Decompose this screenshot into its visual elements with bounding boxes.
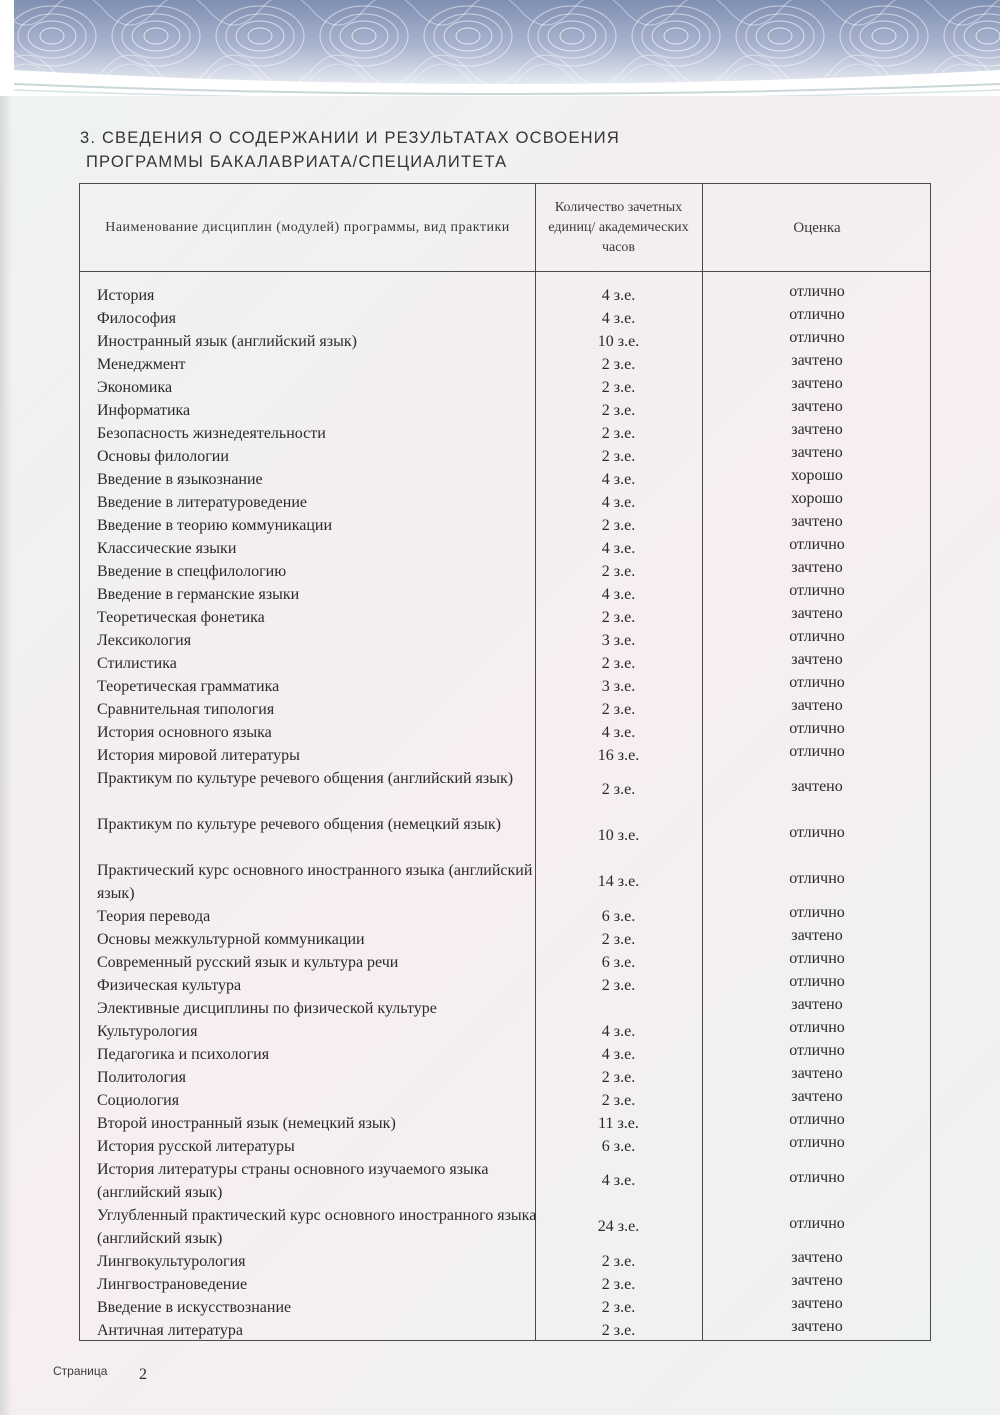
grade: зачтено: [791, 398, 843, 415]
credit-units: 2 з.е.: [601, 1253, 636, 1270]
discipline-name: Античная литература: [97, 1322, 243, 1339]
credit-units: 2 з.е.: [601, 931, 636, 948]
grade: зачтено: [791, 927, 843, 944]
credit-units: 3 з.е.: [601, 632, 636, 649]
credit-units: 2 з.е.: [601, 425, 636, 442]
discipline-name: Второй иностранный язык (немецкий язык): [97, 1115, 396, 1132]
discipline-name: Введение в языкознание: [97, 471, 263, 488]
table-row: [80, 1319, 932, 1342]
credit-units: 4 з.е.: [601, 586, 636, 603]
discipline-name: История основного языка: [97, 724, 272, 741]
column-header-credits: Количество зачетных единиц/ академических часов: [548, 199, 689, 255]
discipline-name: Культурология: [97, 1023, 198, 1040]
grade: отлично: [789, 283, 845, 300]
discipline-name: Информатика: [97, 402, 191, 419]
discipline-name: Введение в спецфилологию: [97, 563, 287, 580]
grade: хорошо: [791, 490, 843, 507]
discipline-name: Стилистика: [97, 655, 177, 672]
grade: зачтено: [791, 1295, 843, 1312]
credit-units: 2 з.е.: [601, 1092, 636, 1109]
credit-units: 2 з.е.: [601, 977, 636, 994]
table-row: [80, 1158, 932, 1204]
credit-units: 4 з.е.: [601, 310, 636, 327]
discipline-name: Политология: [97, 1069, 186, 1086]
grade: отлично: [789, 1169, 845, 1186]
credit-units: 2 з.е.: [601, 701, 636, 718]
discipline-name: Менеджмент: [97, 356, 186, 373]
grade: зачтено: [791, 421, 843, 438]
credit-units: 2 з.е.: [601, 1276, 636, 1293]
credit-units: 2 з.е.: [601, 1069, 636, 1086]
discipline-name: Лингвострановедение: [97, 1276, 248, 1293]
header-divider: [80, 271, 930, 272]
page-number: 2: [139, 1366, 147, 1383]
credit-units: 10 з.е.: [597, 827, 640, 844]
grade: зачтено: [791, 1065, 843, 1082]
grade: зачтено: [791, 1272, 843, 1289]
discipline-name: Теоретическая фонетика: [97, 609, 265, 626]
credit-units: 10 з.е.: [597, 333, 640, 350]
grade: зачтено: [791, 513, 843, 530]
credit-units: 2 з.е.: [601, 781, 636, 798]
credit-units: 2 з.е.: [601, 655, 636, 672]
credit-units: 2 з.е.: [601, 609, 636, 626]
grade: хорошо: [791, 467, 843, 484]
credit-units: 2 з.е.: [601, 1299, 636, 1316]
discipline-name: Сравнительная типология: [97, 701, 275, 718]
credit-units: 6 з.е.: [601, 1138, 636, 1155]
grade: отлично: [789, 973, 845, 990]
credit-units: 2 з.е.: [601, 356, 636, 373]
discipline-name: Основы межкультурной коммуникации: [97, 931, 365, 948]
grade: зачтено: [791, 697, 843, 714]
credit-units: 2 з.е.: [601, 448, 636, 465]
column-header-grade: Оценка: [793, 219, 841, 236]
discipline-name: История литературы страны основного изучаемого языка (английский язык): [97, 1161, 489, 1201]
credit-units: 4 з.е.: [601, 1172, 636, 1189]
credit-units: 4 з.е.: [601, 1023, 636, 1040]
credit-units: 4 з.е.: [601, 1046, 636, 1063]
grades-table: [79, 183, 931, 1341]
grade: зачтено: [791, 605, 843, 622]
grade: отлично: [789, 1134, 845, 1151]
credit-units: 4 з.е.: [601, 724, 636, 741]
discipline-name: Практический курс основного иностранного языка (английский язык): [97, 862, 533, 902]
credit-units: 4 з.е.: [601, 540, 636, 557]
grade: зачтено: [791, 1249, 843, 1266]
discipline-name: Классические языки: [97, 540, 237, 557]
discipline-name: Введение в искусствознание: [97, 1299, 292, 1316]
credit-units: 2 з.е.: [601, 563, 636, 580]
section-title: [80, 126, 620, 174]
grade: зачтено: [791, 651, 843, 668]
grade: отлично: [789, 824, 845, 841]
discipline-name: Введение в теорию коммуникации: [97, 517, 333, 534]
column-header-name: Наименование дисциплин (модулей) программы, вид практики: [105, 219, 510, 235]
credit-units: 24 з.е.: [597, 1218, 640, 1235]
grade: зачтено: [791, 559, 843, 576]
table-body: [80, 284, 932, 1342]
grade: отлично: [789, 628, 845, 645]
discipline-name: Современный русский язык и культура речи: [97, 954, 399, 971]
credit-units: 4 з.е.: [601, 287, 636, 304]
credit-units: 3 з.е.: [601, 678, 636, 695]
credit-units: 2 з.е.: [601, 517, 636, 534]
discipline-name: Безопасность жизнедеятельности: [97, 425, 326, 442]
credit-units: 4 з.е.: [601, 471, 636, 488]
credit-units: 2 з.е.: [601, 1322, 636, 1339]
discipline-name: Введение в германские языки: [97, 586, 300, 603]
discipline-name: История: [97, 287, 155, 304]
grade: отлично: [789, 1019, 845, 1036]
credit-units: 14 з.е.: [597, 873, 640, 890]
grade: отлично: [789, 743, 845, 760]
table-row: [80, 1135, 932, 1158]
credit-units: 4 з.е.: [601, 494, 636, 511]
discipline-name: История русской литературы: [97, 1138, 295, 1155]
discipline-name: Практикум по культуре речевого общения (английский язык): [97, 770, 514, 787]
grade: отлично: [789, 1215, 845, 1232]
credit-units: 11 з.е.: [598, 1115, 639, 1132]
credit-units: 2 з.е.: [601, 402, 636, 419]
table-row: [80, 859, 932, 905]
credit-units: 2 з.е.: [601, 379, 636, 396]
grade: отлично: [789, 329, 845, 346]
grade: зачтено: [791, 1318, 843, 1335]
grade: зачтено: [791, 352, 843, 369]
grade: зачтено: [791, 375, 843, 392]
discipline-name: Философия: [97, 310, 176, 327]
discipline-name: Экономика: [97, 379, 173, 396]
discipline-name: Элективные дисциплины по физической культуре: [97, 1000, 437, 1017]
discipline-name: Лингвокультурология: [97, 1253, 246, 1270]
discipline-name: Социология: [97, 1092, 180, 1109]
guilloche-border-ornament: [0, 0, 1000, 96]
grade: зачтено: [791, 996, 843, 1013]
section-title-line-2: ПРОГРАММЫ БАКАЛАВРИАТА/СПЕЦИАЛИТЕТА: [86, 153, 508, 171]
grade: отлично: [789, 536, 845, 553]
section-title-line-1: 3. СВЕДЕНИЯ О СОДЕРЖАНИИ И РЕЗУЛЬТАТАХ ОСВОЕНИЯ: [80, 129, 620, 147]
grade: отлично: [789, 950, 845, 967]
grade: отлично: [789, 870, 845, 887]
discipline-name: Введение в литературоведение: [97, 494, 307, 511]
grade: зачтено: [791, 1088, 843, 1105]
table-row: [80, 744, 932, 767]
discipline-name: Теория перевода: [97, 908, 211, 925]
discipline-name: Основы филологии: [97, 448, 229, 465]
table-row: [80, 1204, 932, 1250]
discipline-name: Педагогика и психология: [97, 1046, 270, 1063]
grade: отлично: [789, 1042, 845, 1059]
grade: отлично: [789, 306, 845, 323]
discipline-name: Практикум по культуре речевого общения (немецкий язык): [97, 816, 501, 833]
grade: отлично: [789, 904, 845, 921]
grade: зачтено: [791, 444, 843, 461]
grade: зачтено: [791, 778, 843, 795]
discipline-name: Углубленный практический курс основного иностранного языка (английский язык): [97, 1207, 537, 1247]
discipline-name: Иностранный язык (английский язык): [97, 333, 357, 350]
table-row: [80, 813, 932, 859]
discipline-name: История мировой литературы: [97, 747, 300, 764]
credit-units: 6 з.е.: [601, 954, 636, 971]
scan-edge-shadow: [0, 0, 12, 1415]
grade: отлично: [789, 582, 845, 599]
credit-units: 6 з.е.: [601, 908, 636, 925]
discipline-name: Лексикология: [97, 632, 192, 649]
grade: отлично: [789, 674, 845, 691]
discipline-name: Физическая культура: [97, 977, 242, 994]
page-label: Страница: [53, 1364, 108, 1378]
credit-units: 16 з.е.: [597, 747, 640, 764]
grade: отлично: [789, 1111, 845, 1128]
discipline-name: Теоретическая грамматика: [97, 678, 280, 695]
grade: отлично: [789, 720, 845, 737]
table-row: [80, 767, 932, 813]
